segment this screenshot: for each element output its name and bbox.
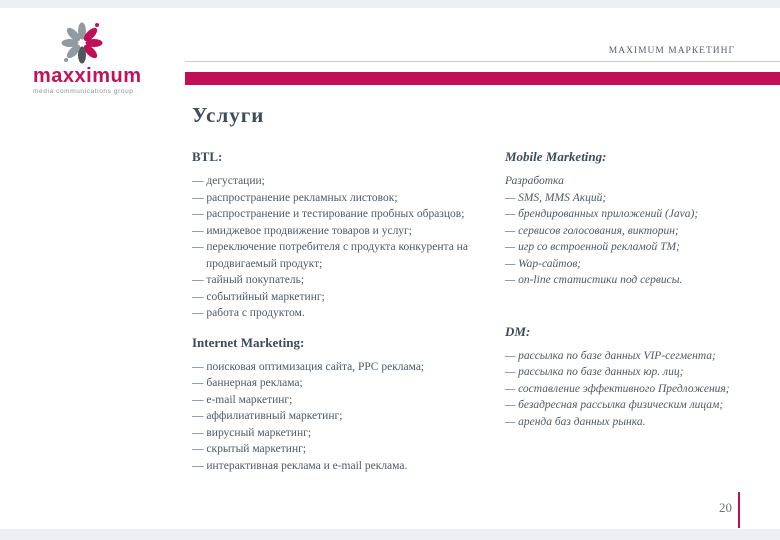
list-item: — поисковая оптимизация сайта, PPC реклама;	[192, 360, 425, 373]
left-column	[192, 148, 492, 474]
list-item: — игр со встроенной рекламой ТМ;	[505, 241, 680, 253]
list-item: — e-mail маркетинг;	[192, 393, 293, 406]
section-heading-dm: DM:	[505, 323, 531, 339]
list-item: — работа с продуктом.	[192, 307, 305, 319]
starburst-icon	[51, 20, 113, 66]
list-item: — брендированных приложений (Java);	[505, 208, 699, 220]
list-item: — рассылка по базе данных VIP-сегмента;	[505, 349, 716, 362]
list-item: — интерактивная реклама и e-mail реклама.	[192, 459, 408, 472]
mobile-section	[505, 148, 770, 289]
list-item: — Wap-сайтов;	[505, 257, 582, 270]
mobile-intro: Разработка	[505, 175, 564, 187]
dm-section	[505, 323, 770, 431]
mobile-list	[505, 190, 770, 289]
btl-section	[192, 148, 492, 322]
list-item: — составление эффективного Предложения;	[505, 382, 730, 395]
list-item: — имиджевое продвижение товаров и услуг;	[192, 224, 412, 237]
btl-list	[192, 173, 492, 322]
list-item: — аренда баз данных рынка.	[505, 415, 646, 428]
brand-tagline: media communications group	[33, 88, 134, 95]
list-item: — безадресная рассылка физическим лицам;	[505, 399, 724, 411]
list-item: — распространение и тестирование пробных образцов;	[192, 208, 465, 220]
brand-logo	[33, 20, 173, 95]
list-item: — тайный покупатель;	[192, 274, 305, 286]
header-rule	[185, 61, 780, 62]
list-item: — аффилиативный маркетинг;	[192, 410, 343, 422]
bottom-edge-band	[0, 529, 780, 540]
list-item: — on-line статистики под сервисы.	[505, 274, 683, 286]
dm-list	[505, 348, 770, 431]
brand-name: maxximum	[33, 65, 142, 87]
list-item: — скрытый маркетинг;	[192, 443, 307, 455]
list-item: — дегустации;	[192, 175, 265, 187]
internet-list	[192, 359, 492, 475]
internet-section	[192, 334, 492, 475]
right-column	[505, 148, 770, 430]
page-number-rule	[738, 492, 740, 528]
header-title: MAXIMUM МАРКЕТИНГ	[608, 46, 735, 56]
list-item: — рассылка по базе данных юр. лиц;	[505, 366, 684, 378]
accent-bar	[185, 72, 780, 85]
top-edge-band	[0, 0, 780, 8]
section-heading-btl: BTL:	[192, 149, 223, 164]
list-item: — сервисов голосования, викторин;	[505, 224, 679, 237]
list-item: — переключение потребителя с продукта конкурента на продвигаемый продукт;	[192, 241, 468, 270]
list-item: — распространение рекламных листовок;	[192, 191, 398, 204]
section-heading-internet: Internet Marketing:	[192, 334, 305, 350]
list-item: — вирусный маркетинг;	[192, 426, 312, 439]
section-heading-mobile: Mobile Marketing:	[505, 149, 607, 164]
page-title: Услуги	[192, 103, 265, 127]
list-item: — событийный маркетинг;	[192, 290, 325, 303]
list-item: — баннерная реклама;	[192, 377, 303, 389]
page-number: 20	[719, 500, 732, 515]
list-item: — SMS, MMS Акций;	[505, 191, 607, 204]
